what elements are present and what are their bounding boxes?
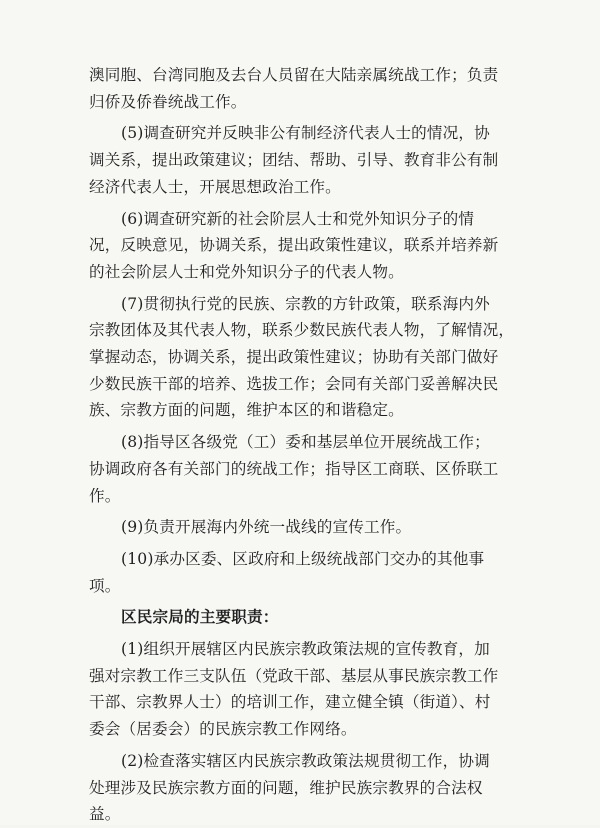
text-line: (8)指导区各级党（工）委和基层单位开展统战工作；: [121, 433, 490, 452]
text-line: 强对宗教工作三支队伍（党政干部、基层从事民族宗教工作: [89, 666, 499, 685]
text-line: 族、宗教方面的问题，维护本区的和谐稳定。: [89, 401, 404, 420]
text-line: (2)检查落实辖区内民族宗教政策法规贯彻工作，协调: [121, 751, 490, 770]
text-line: (5)调查研究并反映非公有制经济代表人士的情况，协: [121, 124, 490, 143]
text-line: 掌握动态，协调关系，提出政策性建议；协助有关部门做好: [89, 348, 499, 367]
text-line: 干部、宗教界人士）的培训工作，建立健全镇（街道）、村: [89, 693, 491, 712]
text-line: 宗教团体及其代表人物，联系少数民族代表人物，了解情况，: [89, 321, 515, 340]
text-line: 的社会阶层人士和党外知识分子的代表人物。: [89, 262, 404, 281]
section-heading: 区民宗局的主要职责：: [121, 607, 279, 627]
text-line: (6)调查研究新的社会阶层人士和党外知识分子的情: [121, 209, 475, 228]
text-line: 委会（居委会）的民族宗教工作网络。: [89, 720, 357, 739]
text-line: (1)组织开展辖区内民族宗教政策法规的宣传教育，加: [121, 640, 490, 659]
text-line: 处理涉及民族宗教方面的问题，维护民族宗教界的合法权: [89, 778, 483, 797]
text-line: 作。: [89, 486, 121, 505]
text-line: 益。: [89, 805, 121, 824]
text-line: 归侨及侨眷统战工作。: [89, 92, 247, 111]
text-line: 调关系，提出政策建议；团结、帮助、引导、教育非公有制: [89, 151, 499, 170]
text-line: (7)贯彻执行党的民族、宗教的方针政策，联系海内外: [121, 294, 490, 313]
text-line: 项。: [89, 576, 121, 595]
text-line: 经济代表人士，开展思想政治工作。: [89, 177, 341, 196]
text-line: 况，反映意见，协调关系，提出政策性建议，联系并培养新: [89, 236, 499, 255]
text-line: 澳同胞、台湾同胞及去台人员留在大陆亲属统战工作；负责: [89, 66, 499, 84]
text-line: 协调政府各有关部门的统战工作；指导区工商联、区侨联工: [89, 459, 499, 478]
text-line: 少数民族干部的培养、选拔工作；会同有关部门妥善解决民: [89, 374, 499, 393]
text-line: (10)承办区委、区政府和上级统战部门交办的其他事: [121, 549, 485, 568]
document-body: [89, 62, 525, 828]
text-line: (9)负责开展海内外统一战线的宣传工作。: [121, 518, 412, 537]
